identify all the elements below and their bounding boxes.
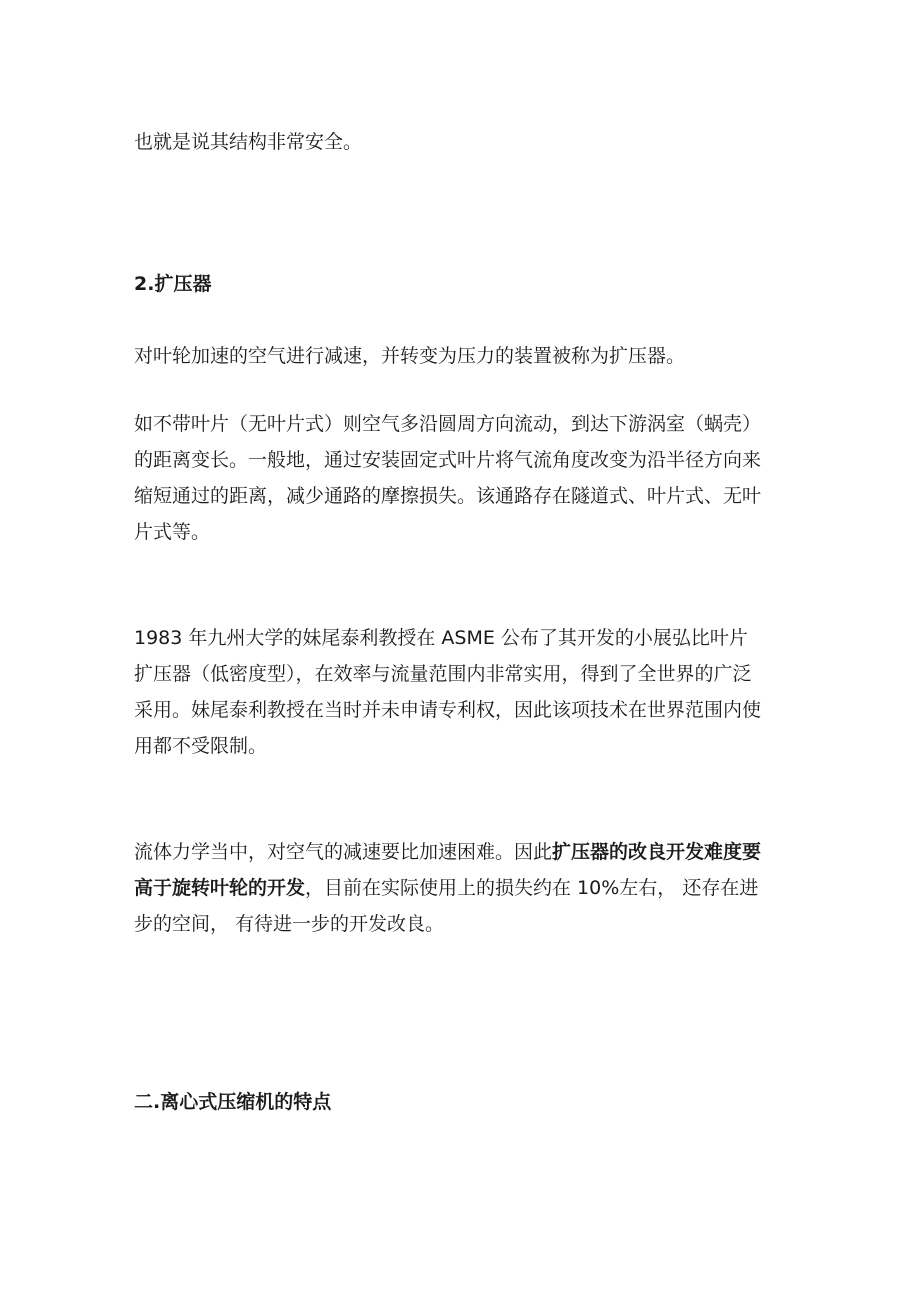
paragraph-line: 用都不受限制。: [134, 735, 268, 757]
paragraph-line: [134, 870, 814, 906]
text-run: 流体力学当中，对空气的减速要比加速困难。因此: [134, 841, 553, 863]
paragraph-line: 扩压器（低密度型），在效率与流量范围内非常实用，得到了全世界的广泛: [134, 663, 752, 685]
paragraph-definition: 对叶轮加速的空气进行减速，并转变为压力的装置被称为扩压器。: [134, 345, 686, 367]
emphasis-text: 扩压器的改良开发难度要: [552, 841, 762, 863]
paragraph-vanes: [134, 406, 814, 550]
heading-section-2: 二.离心式压缩机的特点: [134, 1091, 332, 1113]
paragraph-intro: 也就是说其结构非常安全。: [134, 131, 363, 153]
emphasis-text: 高于旋转叶轮的开发: [134, 877, 306, 899]
paragraph-history: [134, 620, 814, 764]
paragraph-fluid-dynamics: [134, 834, 814, 942]
paragraph-line: 步的空间， 有待进一步的开发改良。: [134, 913, 445, 935]
paragraph-line: 的距离变长。一般地，通过安装固定式叶片将气流角度改变为沿半径方向来: [134, 449, 762, 471]
paragraph-line: 如不带叶片（无叶片式）则空气多沿圆周方向流动，到达下游涡室（蜗壳）: [134, 413, 762, 435]
paragraph-line: [134, 834, 814, 870]
paragraph-line: 片式等。: [134, 521, 211, 543]
paragraph-line: 缩短通过的距离，减少通路的摩擦损失。该通路存在隧道式、叶片式、无叶: [134, 485, 762, 507]
paragraph-line: 采用。妹尾泰利教授在当时并未申请专利权，因此该项技术在世界范围内使: [134, 699, 762, 721]
text-run: ，目前在实际使用上的损失约在 10%左右， 还存在进: [305, 877, 759, 899]
heading-diffuser: 2.扩压器: [134, 273, 212, 295]
paragraph-line: 1983 年九州大学的妹尾泰利教授在 ASME 公布了其开发的小展弘比叶片: [134, 627, 748, 649]
